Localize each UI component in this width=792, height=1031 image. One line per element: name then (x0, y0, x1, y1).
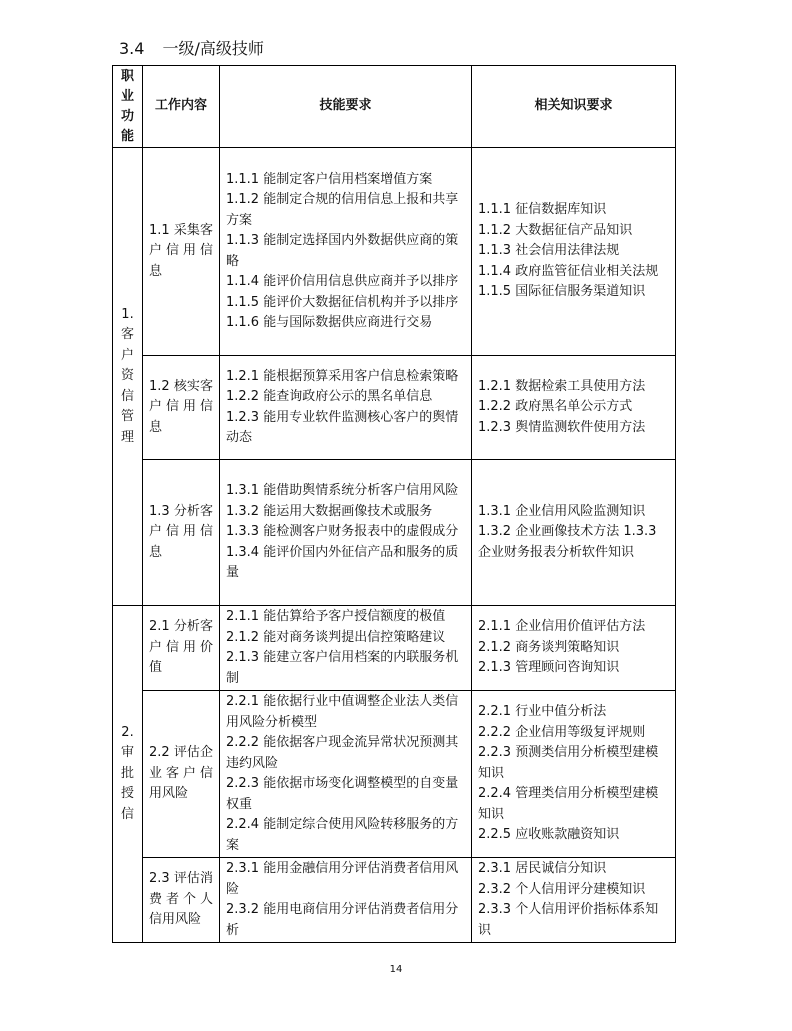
header-content: 工作内容 (143, 66, 220, 148)
knowledge-item: 2.2.3 预测类信用分析模型建模知识 (478, 745, 659, 781)
knowledge-item: 1.3.2 企业画像技术方法 1.3.3 企业财务报表分析软件知识 (478, 524, 657, 560)
section-title (119, 36, 264, 59)
skill-item: 1.3.1 能借助舆情系统分析客户信用风险 (226, 483, 459, 499)
knowledge-cell (472, 858, 676, 943)
knowledge-cell (472, 148, 676, 356)
skill-item: 2.1.3 能建立客户信用档案的内联服务机制 (226, 650, 459, 686)
knowledge-cell (472, 691, 676, 858)
skill-item: 1.1.5 能评价大数据征信机构并予以排序 (226, 294, 459, 310)
section-number: 3.4 (119, 39, 145, 58)
page-number: 14 (389, 964, 403, 975)
header-knowledge: 相关知识要求 (472, 66, 676, 148)
table-row (113, 858, 676, 943)
work-content-cell: 2.2 评估企业客户信用风险 (143, 691, 220, 858)
work-content-cell: 2.1 分析客户信用价值 (143, 606, 220, 691)
knowledge-item: 2.1.1 企业信用价值评估方法 (478, 619, 646, 635)
skill-item: 2.2.4 能制定综合使用风险转移服务的方案 (226, 817, 459, 853)
knowledge-item: 1.2.3 舆情监测软件使用方法 (478, 419, 646, 435)
header-function: 职业功能 (113, 66, 143, 148)
skill-item: 1.1.2 能制定合规的信用信息上报和共享方案 (226, 192, 459, 228)
knowledge-item: 2.3.3 个人信用评价指标体系知识 (478, 902, 659, 938)
table-header-row (113, 66, 676, 148)
knowledge-item: 2.2.1 行业中值分析法 (478, 704, 607, 720)
skill-item: 2.2.2 能依据客户现金流异常状况预测其违约风险 (226, 735, 459, 771)
table-row (113, 606, 676, 691)
knowledge-item: 2.1.3 管理顾问咨询知识 (478, 660, 620, 676)
skills-table (112, 65, 676, 943)
work-content-cell: 1.2 核实客户信用信息 (143, 356, 220, 460)
skill-item: 2.3.2 能用电商信用分评估消费者信用分析 (226, 902, 459, 938)
knowledge-item: 1.1.5 国际征信服务渠道知识 (478, 284, 646, 300)
knowledge-item: 1.1.4 政府监管征信业相关法规 (478, 263, 659, 279)
skills-cell (220, 460, 472, 606)
knowledge-cell (472, 460, 676, 606)
knowledge-item: 1.2.1 数据检索工具使用方法 (478, 378, 646, 394)
table-row (113, 691, 676, 858)
skill-item: 2.3.1 能用金融信用分评估消费者信用风险 (226, 861, 459, 897)
skill-item: 1.1.6 能与国际数据供应商进行交易 (226, 315, 433, 330)
knowledge-item: 2.2.5 应收账款融资知识 (478, 827, 620, 843)
work-content-cell: 1.3 分析客户信用信息 (143, 460, 220, 606)
skill-item: 1.2.3 能用专业软件监测核心客户的舆情动态 (226, 409, 459, 445)
skills-cell (220, 691, 472, 858)
skill-item: 1.3.4 能评价国内外征信产品和服务的质量 (226, 544, 459, 581)
knowledge-item: 1.1.2 大数据征信产品知识 (478, 222, 633, 238)
skills-cell (220, 356, 472, 460)
skill-item: 1.1.1 能制定客户信用档案增值方案 (226, 171, 433, 187)
skill-item: 2.2.3 能依据市场变化调整模型的自变量权重 (226, 776, 459, 812)
header-skills: 技能要求 (220, 66, 472, 148)
skill-item: 2.1.1 能估算给予客户授信额度的极值 (226, 609, 446, 624)
skill-item: 1.1.3 能制定选择国内外数据供应商的策略 (226, 233, 459, 269)
table-row (113, 356, 676, 460)
knowledge-cell (472, 356, 676, 460)
work-content-cell: 1.1 采集客户信用信息 (143, 148, 220, 356)
function-cell: 1.客户资信管理 (113, 148, 143, 606)
knowledge-item: 1.2.2 政府黑名单公示方式 (478, 399, 633, 415)
table-row (113, 460, 676, 606)
knowledge-item: 2.3.2 个人信用评分建模知识 (478, 881, 646, 897)
skills-cell (220, 148, 472, 356)
knowledge-item: 2.1.2 商务谈判策略知识 (478, 639, 620, 655)
knowledge-item: 2.2.4 管理类信用分析模型建模知识 (478, 786, 659, 822)
skill-item: 2.1.2 能对商务谈判提出信控策略建议 (226, 629, 446, 645)
skills-cell (220, 606, 472, 691)
knowledge-item: 2.2.2 企业信用等级复评规则 (478, 724, 646, 740)
skill-item: 1.1.4 能评价信用信息供应商并予以排序 (226, 274, 459, 289)
skill-item: 1.3.3 能检测客户财务报表中的虚假成分 (226, 524, 459, 540)
skill-item: 1.3.2 能运用大数据画像技术或服务 (226, 503, 433, 519)
skill-item: 2.2.1 能依据行业中值调整企业法人类信用风险分析模型 (226, 694, 459, 730)
knowledge-cell (472, 606, 676, 691)
skill-item: 1.2.1 能根据预算采用客户信息检索策略 (226, 368, 459, 384)
knowledge-item: 1.1.3 社会信用法律法规 (478, 243, 620, 259)
knowledge-item: 1.1.1 征信数据库知识 (478, 202, 607, 218)
table-row (113, 148, 676, 356)
knowledge-item: 2.3.1 居民诚信分知识 (478, 861, 607, 876)
section-heading: 一级/高级技师 (162, 39, 264, 58)
knowledge-item: 1.3.1 企业信用风险监测知识 (478, 503, 646, 519)
skills-cell (220, 858, 472, 943)
function-cell: 2.审批授信 (113, 606, 143, 943)
work-content-cell: 2.3 评估消费者个人信用风险 (143, 858, 220, 943)
skill-item: 1.2.2 能查询政府公示的黑名单信息 (226, 389, 433, 404)
